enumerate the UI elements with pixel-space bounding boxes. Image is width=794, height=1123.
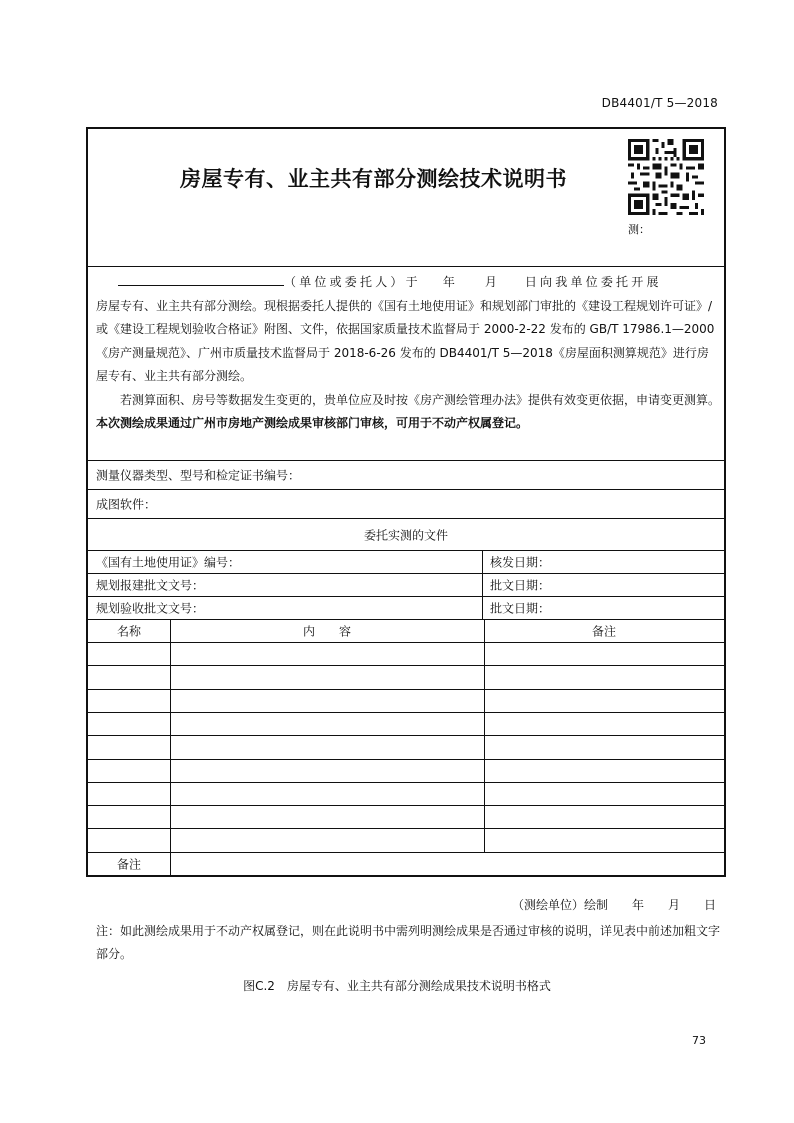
intro-bold-statement: 本次测绘成果通过广州市房地产测绘成果审核部门审核，可用于不动产权属登记。 <box>96 416 529 430</box>
table-row <box>88 759 724 782</box>
figure-caption: 图C.2 房屋专有、业主共有部分测绘成果技术说明书格式 <box>243 979 551 993</box>
instrument-label: 测量仪器类型、型号和检定证书编号： <box>96 468 301 483</box>
col-name-header: 名称 <box>116 624 141 639</box>
land-cert-label: 《国有土地使用证》编号： <box>96 555 241 570</box>
intro-month: 月 <box>484 275 497 289</box>
remark-label: 备注 <box>116 857 141 872</box>
table-row <box>88 805 724 828</box>
intro-rest: 房屋专有、业主共有部分测绘。现根据委托人提供的《国有土地使用证》和规划部门审批的《建设工程规划许可证》/或《建设工程规划验收合格证》附图、文件，依据国家质量技术监督局于 2000-2-22 发布的 GB/T 17986.1—2000《房产测量规范》、广州市质量技术监督局于 2018-6-26 发布的 DB4401/T 5—2018《房屋面积测算规范》进行房屋专有、业主共有部分测绘。 <box>96 298 715 383</box>
intro-line1-part2: 日向我单位委托开展 <box>524 275 662 289</box>
intro-paragraph-2: 若测算面积、房号等数据发生变更的，贵单位应及时按《房产测绘管理办法》提供有效变更依据，申请变更测算。 <box>120 392 721 407</box>
remark-row <box>88 852 724 875</box>
name-column-divider <box>170 619 171 875</box>
standard-code: DB4401/T 5—2018 <box>601 96 718 110</box>
qr-code-icon <box>628 139 704 215</box>
table-row <box>88 712 724 735</box>
date-column-divider <box>482 550 483 619</box>
remark-column-divider <box>484 619 485 852</box>
table-header-row <box>88 619 724 642</box>
plan-accept-date-label: 批文日期： <box>490 601 551 616</box>
col-remark-header: 备注 <box>591 624 616 639</box>
table-row <box>88 735 724 758</box>
plan-accept-label: 规划验收批文文号： <box>96 601 205 616</box>
intro-year: 年 <box>442 275 455 289</box>
table-row <box>88 642 724 665</box>
section-title: 委托实测的文件 <box>363 528 448 542</box>
note-text: 注：如此测绘成果用于不动产权属登记，则在此说明书中需列明测绘成果是否通过审核的说明，详见表中前述加粗文字部分。 <box>96 924 721 961</box>
entrust-party-blank <box>118 273 284 286</box>
land-cert-row <box>88 550 724 573</box>
section-title-row <box>88 518 724 550</box>
plan-build-label: 规划报建批文文号： <box>96 578 205 593</box>
technical-description-form <box>86 127 726 877</box>
table-row <box>88 828 724 852</box>
table-row <box>88 782 724 805</box>
plan-accept-row <box>88 596 724 619</box>
software-label: 成图软件： <box>96 497 157 512</box>
col-content-header: 内 容 <box>302 624 351 639</box>
intro-line1-part1: （单位或委托人）于 <box>284 275 421 289</box>
plan-build-date-label: 批文日期： <box>490 578 551 593</box>
instrument-row <box>88 460 724 489</box>
software-row <box>88 489 724 518</box>
plan-build-row <box>88 573 724 596</box>
qr-label: 测： <box>628 223 650 236</box>
form-title: 房屋专有、业主共有部分测绘技术说明书 <box>180 167 567 191</box>
page-number: 73 <box>692 1034 706 1047</box>
title-area <box>88 129 724 267</box>
signature-line: （测绘单位）绘制 年 月 日 <box>511 898 716 912</box>
table-row <box>88 689 724 712</box>
intro-text <box>96 271 720 436</box>
table-row <box>88 665 724 688</box>
issue-date-label: 核发日期： <box>490 555 551 570</box>
